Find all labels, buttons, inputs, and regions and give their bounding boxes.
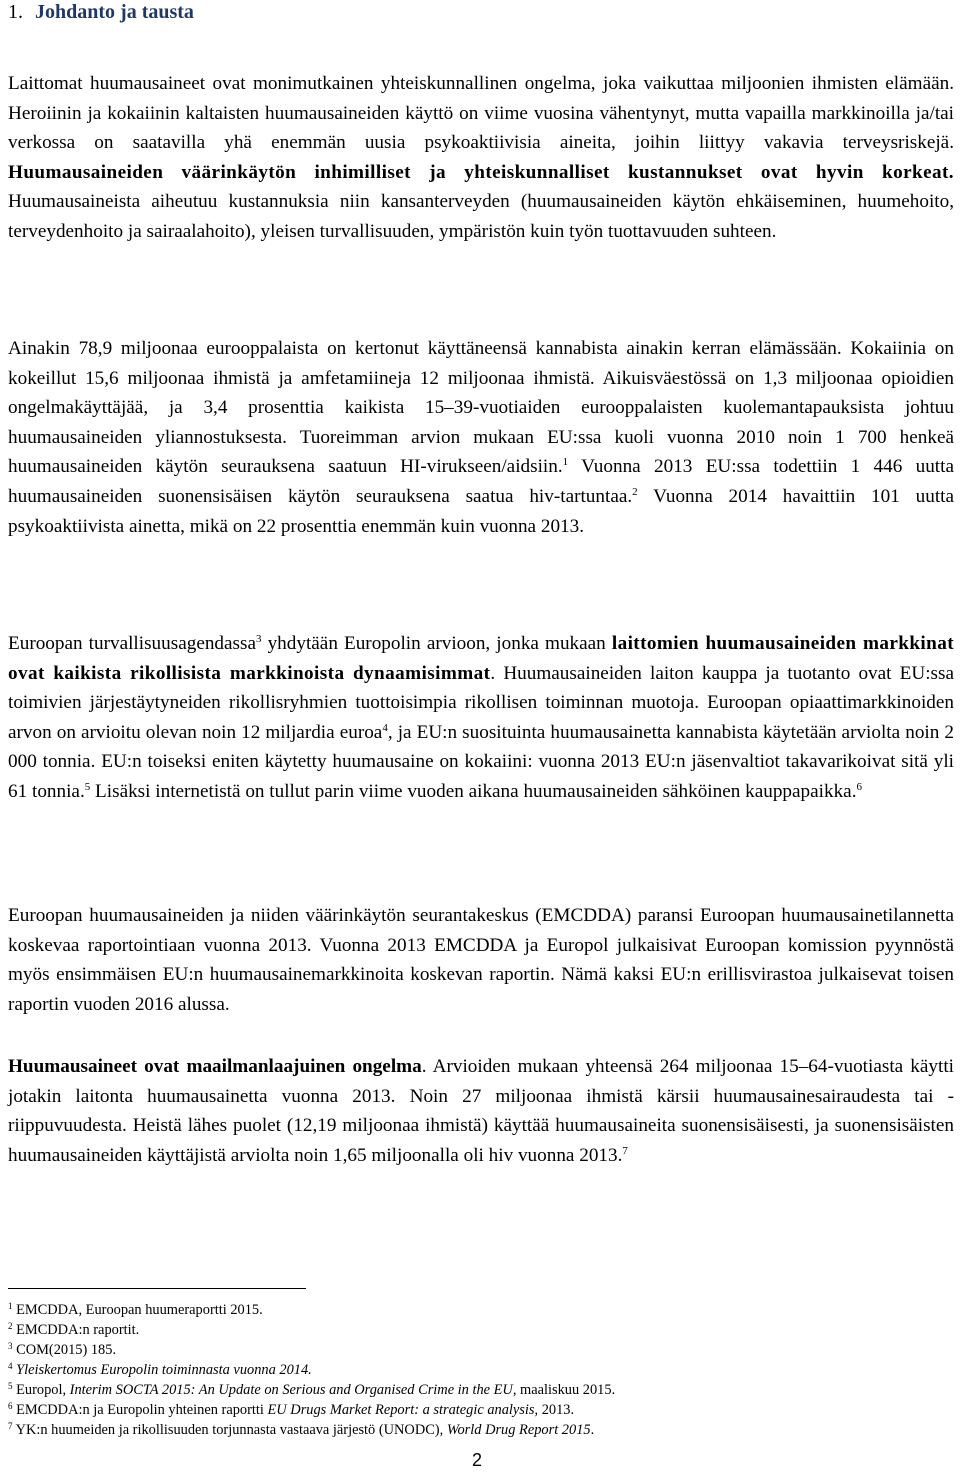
- footnote-text: YK:n huumeiden ja rikollisuuden torjunnasta vastaava järjestö (UNODC),: [15, 1422, 447, 1438]
- stats-text: Ainakin 78,9 miljoonaa eurooppalaista on kertonut käyttäneensä kannabista ainakin kerran elämässään. Kokaiinia on kokeillut 15,6 miljoonaa ihmistä ja amfetamiineja 12 miljoonaa ihmistä. Aikuisväestössä on 1,3 miljoonaa opioidien ongelmakäyttäjää, ja 3,4 prosenttia kaikista 15–39-vuotiaiden eurooppalaisten kuolemantapauksista johtuu huumausaineiden yliannostuksesta. Tuoreimman arvion mukaan EU:ssa kuoli vuonna 2010 noin 1 700 henkeä huumausaineiden käytön seurauksena saatuun HI-virukseen/aidsiin.: [8, 338, 954, 478]
- footnote-3: [8, 1342, 954, 1360]
- stats-text-3: Vuonna 2014 havaittiin 101 uutta psykoaktiivista ainetta, mikä on 22 prosenttia enemmän kuin vuonna 2013.: [8, 485, 954, 537]
- footnote-number: 4: [8, 1361, 13, 1371]
- footnote-ref-3: 3: [256, 633, 262, 645]
- section-title: Johdanto ja tausta: [35, 1, 194, 23]
- footnote-number: 1: [8, 1301, 13, 1311]
- markets-text-3: . Huumausaineiden laiton kauppa ja tuotanto ovat EU:ssa toimivien järjestäytyneiden rikollisryhmien tuottoisimpia rikollisen toiminnan muotoja. Euroopan opiaattimarkkinoiden arvon on arvioitu olevan noin 12 miljardia euroa: [8, 662, 954, 743]
- footnote-5: [8, 1382, 954, 1400]
- footnote-number: 3: [8, 1341, 13, 1351]
- footnote-separator: [8, 1288, 306, 1289]
- footnote-ref-1: 1: [562, 456, 569, 469]
- footnote-text: EMCDDA, Euroopan huumeraportti 2015.: [16, 1302, 263, 1318]
- paragraph-intro: [8, 69, 954, 247]
- intro-text: Laittomat huumausaineet ovat monimutkainen yhteiskunnallinen ongelma, joka vaikuttaa miljoonien ihmisten elämään. Heroiinin ja kokaiinin kaltaisten huumausaineiden käyttö on viime vuosina vähentynyt, mutta vapailla markkinoilla ja/tai verkossa on saatavilla yhä enemmän uusia psykoaktiivisia aineita, joihin liittyy vakavia terveysriskejä.: [8, 73, 954, 154]
- footnote-6: [8, 1402, 954, 1420]
- footnote-text-end: , 2013.: [534, 1402, 575, 1418]
- markets-text-2: yhdytään Europolin arvioon, jonka mukaan: [261, 633, 612, 654]
- markets-bold-text: laittomien huumausaineiden markkinat ovat kaikista rikollisista markkinoista dynaamisimmat: [8, 633, 954, 684]
- footnote-text-end: , maaliskuu 2015.: [512, 1382, 616, 1398]
- footnote-7: [8, 1422, 954, 1440]
- footnote-italic-text: World Drug Report 2015: [446, 1422, 591, 1438]
- intro-bold-text: Huumausaineiden väärinkäytön inhimilliset ja yhteiskunnalliset kustannukset ovat hyvin korkeat.: [8, 161, 954, 183]
- intro-text-cont: Huumausaineista aiheutuu kustannuksia niin kansanterveyden (huumausaineiden käytön ehkäiseminen, huumehoito, terveydenhoito ja sairaalahoito), yleisen turvallisuuden, ympäristön kuin työn tuottavuuden suhteen.: [8, 191, 954, 242]
- footnote-4: [8, 1362, 954, 1380]
- paragraph-markets: [8, 629, 954, 807]
- footnote-text-end: .: [590, 1422, 595, 1438]
- footnote-1: [8, 1302, 954, 1320]
- footnote-ref-7: 7: [622, 1144, 628, 1157]
- footnote-number: 7: [8, 1421, 13, 1431]
- global-text: . Arvioiden mukaan yhteensä 264 miljoonaa 15–64-vuotiasta käytti jotakin laitonta huumausainetta vuonna 2013. Noin 27 miljoonaa ihmistä kärsii huumausainesairaudesta tai -riippuvuudesta. Heistä lähes puolet (12,19 miljoonaa ihmistä) käyttää huumausaineita suonensisäisesti, ja suonensisäisten huumausaineiden käyttäjistä arviolta noin 1,65 miljoonalla oli hiv vuonna 2013.: [8, 1056, 955, 1166]
- paragraph-global: [8, 1052, 954, 1170]
- paragraph-statistics: [8, 334, 954, 541]
- footnote-italic-text: Interim SOCTA 2015: An Update on Serious and Organised Crime in the EU: [69, 1382, 513, 1398]
- footnote-text: COM(2015) 185.: [16, 1342, 117, 1358]
- footnote-italic-text: Yleiskertomus Europolin toiminnasta vuonna 2014.: [16, 1362, 312, 1378]
- footnote-number: 2: [8, 1321, 13, 1331]
- footnote-text: Europol,: [16, 1382, 70, 1398]
- footnote-ref-4: 4: [382, 721, 388, 734]
- footnote-text: EMCDDA:n raportit.: [16, 1322, 140, 1338]
- footnote-number: 6: [8, 1401, 13, 1411]
- section-number: 1.: [8, 1, 23, 23]
- footnote-ref-5: 5: [84, 780, 91, 793]
- footnote-text: EMCDDA:n ja Europolin yhteinen raportti: [16, 1402, 268, 1418]
- page-number: 2: [472, 1450, 483, 1470]
- paragraph-emcdda: Euroopan huumausaineiden ja niiden väärinkäytön seurantakeskus (EMCDDA) paransi Euroopan huumausainetilannetta koskevaa raportointiaan vuonna 2013. Vuonna 2013 EMCDDA ja Europol julkaisivat Euroopan komission pyynnöstä myös ensimmäisen EU:n huumausainemarkkinoita koskevan raportin. Nämä kaksi EU:n erillisvirastoa julkaisevat toisen raportin vuoden 2016 alussa.: [8, 905, 954, 1015]
- footnote-number: 5: [8, 1381, 13, 1391]
- global-bold-text: Huumausaineet ovat maailmanlaajuinen ongelma: [8, 1056, 422, 1077]
- markets-text-4: , ja EU:n suosituinta huumausainetta kannabista käytetään arviolta noin 2 000 tonnia. EU:n toiseksi eniten käytetty huumausaine on kokaiini: vuonna 2013 EU:n jäsenvaltiot takavarikoivat sitä yli 61 tonnia.: [8, 721, 954, 802]
- section-heading: [8, 0, 194, 24]
- footnote-2: [8, 1322, 954, 1340]
- footnote-ref-6: 6: [856, 780, 862, 793]
- markets-text: Euroopan turvallisuusagendassa: [8, 633, 256, 654]
- footnote-italic-text: EU Drugs Market Report: a strategic analysis: [267, 1402, 535, 1418]
- footnote-ref-2: 2: [632, 485, 638, 498]
- stats-text-2: Vuonna 2013 EU:ssa todettiin 1 446 uutta huumausaineiden suonensisäisen käytön seurauksena saatua hiv-tartuntaa.: [8, 456, 954, 507]
- markets-text-5: Lisäksi internetistä on tullut parin viime vuoden aikana huumausaineiden sähköinen kauppapaikka.: [90, 780, 857, 802]
